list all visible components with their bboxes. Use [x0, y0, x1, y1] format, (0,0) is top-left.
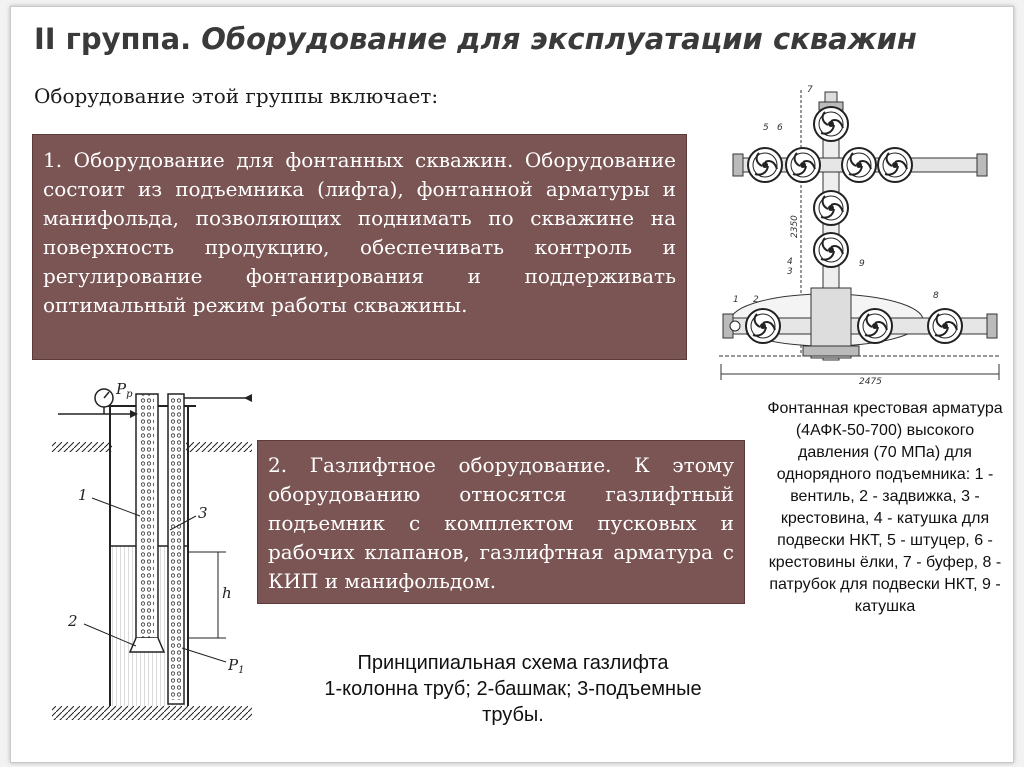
gaslift-label-3: 3 [198, 504, 208, 522]
intro-text: Оборудование этой группы включает: [34, 84, 439, 108]
tree-label-7: 7 [807, 85, 813, 95]
gaslift-equipment-box: 2. Газлифтное оборудование. К этому оборудованию относятся газлифтный подъемник с комплектом пусковых и рабочих клапанов, газлифтная арматура с КИП и манифольдом. [257, 440, 745, 604]
tree-label-3: 3 [787, 267, 793, 277]
tree-label-9: 9 [859, 259, 865, 269]
title-group: II группа. [34, 22, 192, 56]
page-title [34, 22, 917, 56]
gaslift-caption-line2: 1-колонна труб; 2-башмак; 3-подъемные [324, 678, 702, 700]
christmas-tree-caption: Фонтанная крестовая арматура (4АФК-50-700) высокого давления (70 МПа) для однорядного подъемника: 1 - вентиль, 2 - задвижка, 3 - крестовина, 4 - катушка для подвески НКТ, 5 - штуцер, 6 - крестовины ёлки, 7 - буфер, 8 - патрубок для подвески НКТ, 9 - катушка [767, 400, 1003, 615]
gaslift-caption-line3: трубы. [482, 704, 544, 726]
gaslift-label-h: h [222, 584, 232, 602]
gaslift-label-p1-sub: 1 [238, 665, 245, 676]
title-topic: Оборудование для эксплуатации скважин [201, 22, 917, 56]
gaslift-caption [258, 650, 768, 728]
gaslift-label-2: 2 [68, 612, 78, 630]
gaslift-label-1: 1 [78, 486, 88, 504]
gaslift-label-pp-main: P [116, 380, 127, 398]
gaslift-label-p1-main: P [228, 656, 239, 674]
gaslift-caption-line1: Принципиальная схема газлифта [357, 652, 669, 674]
christmas-tree-diagram [715, 78, 1005, 386]
tree-label-1: 1 [733, 295, 739, 305]
gaslift-diagram [44, 376, 256, 736]
tree-height-dimension: 2350 [790, 215, 800, 238]
tree-label-6: 6 [777, 123, 783, 133]
gaslift-label-pp-sub: р [126, 389, 133, 400]
fountain-equipment-box: 1. Оборудование для фонтанных скважин. Оборудование состоит из подъемника (лифта), фонтанной арматуры и манифольда, позволяющих поднимать по скважине на поверхность продукцию, обеспечивать контроль и регулирование фонтанирования и поддерживать оптимальный режим работы скважины. [32, 134, 687, 360]
tree-label-2: 2 [753, 295, 759, 305]
gaslift-label-p1 [227, 656, 244, 676]
tree-width-dimension: 2475 [859, 377, 882, 386]
gaslift-label-pp [115, 380, 133, 400]
tree-label-4: 4 [787, 257, 793, 267]
tree-label-8: 8 [933, 291, 939, 301]
tree-label-5: 5 [763, 123, 769, 133]
